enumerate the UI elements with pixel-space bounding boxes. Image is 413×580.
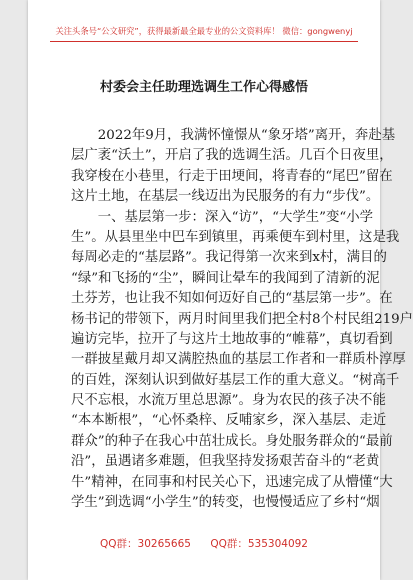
footer-qq-group-2: QQ群：535304092 [210, 538, 308, 550]
body-line: “绿”和飞扬的“尘”，瞬间让晕车的我闻到了清新的泥 [71, 270, 380, 286]
body-line: 一群披星戴月却又满腔热血的基层工作者和一群质朴淳厚 [71, 352, 406, 368]
footer-qq-group-1: QQ群：30265665 [100, 538, 191, 550]
body-line: 这片土地，在基层一线迈出为民服务的有力“步伐”。 [71, 189, 380, 205]
body-line: 尺不忘根，水流万里总思源”。身为农民的孩子决不能 [71, 393, 386, 409]
document-page [28, 0, 413, 580]
header-banner: 关注头条号“公文研究”，获得最新最全最专业的公文资料库！ 微信：gongwenyj [55, 26, 353, 36]
body-line: 牛”精神，在同事和村民关心下，迅速完成了从懵懂“大 [71, 474, 393, 490]
document-title: 村委会主任助理选调生工作心得感悟 [99, 80, 308, 95]
body-line: 群众”的种子在我心中茁壮成长。身处服务群众的“最前 [71, 433, 393, 449]
body-line: 土芬芳，也让我不知如何迈好自己的“基层第一步”。在 [71, 291, 393, 307]
body-line: 生”。从县里坐中巴车到镇里，再乘便车到村里，这是我 [71, 229, 400, 245]
body-line: 的百姓，深刻认识到做好基层工作的重大意义。“树高千 [71, 372, 400, 388]
body-line: “本本断根”，“心怀桑梓、反哺家乡，深入基层、走近 [71, 413, 387, 429]
body-line: 沿”，虽遇诸多难题，但我坚持发扬艰苦奋斗的“老黄 [71, 454, 380, 470]
body-line: 我穿梭在小巷里，行走于田埂间，将青春的“尾巴”留在 [71, 168, 393, 184]
body-line: 2022年9月，我满怀憧憬从“象牙塔”离开，奔赴基 [71, 128, 396, 143]
header-divider [50, 41, 358, 42]
body-line: 一、基层第一步：深入“访”，“大学生”变“小学 [71, 209, 374, 225]
body-line: 杨书记的带领下，两月时间里我们把全村8个村民组219户 [71, 311, 413, 327]
document-body [71, 126, 413, 513]
body-line: 学生”到选调“小学生”的转变，也慢慢适应了乡村“烟 [71, 495, 380, 511]
footer-contact [28, 536, 380, 551]
body-line: 每周必走的“基层路”。我记得第一次来到x村，满目的 [71, 250, 387, 266]
body-line: 遍访完毕，拉开了与这片土地故事的“帷幕”，真切看到 [71, 331, 393, 347]
body-line: 层广袤“沃土”，开启了我的选调生活。几百个日夜里， [71, 148, 393, 164]
